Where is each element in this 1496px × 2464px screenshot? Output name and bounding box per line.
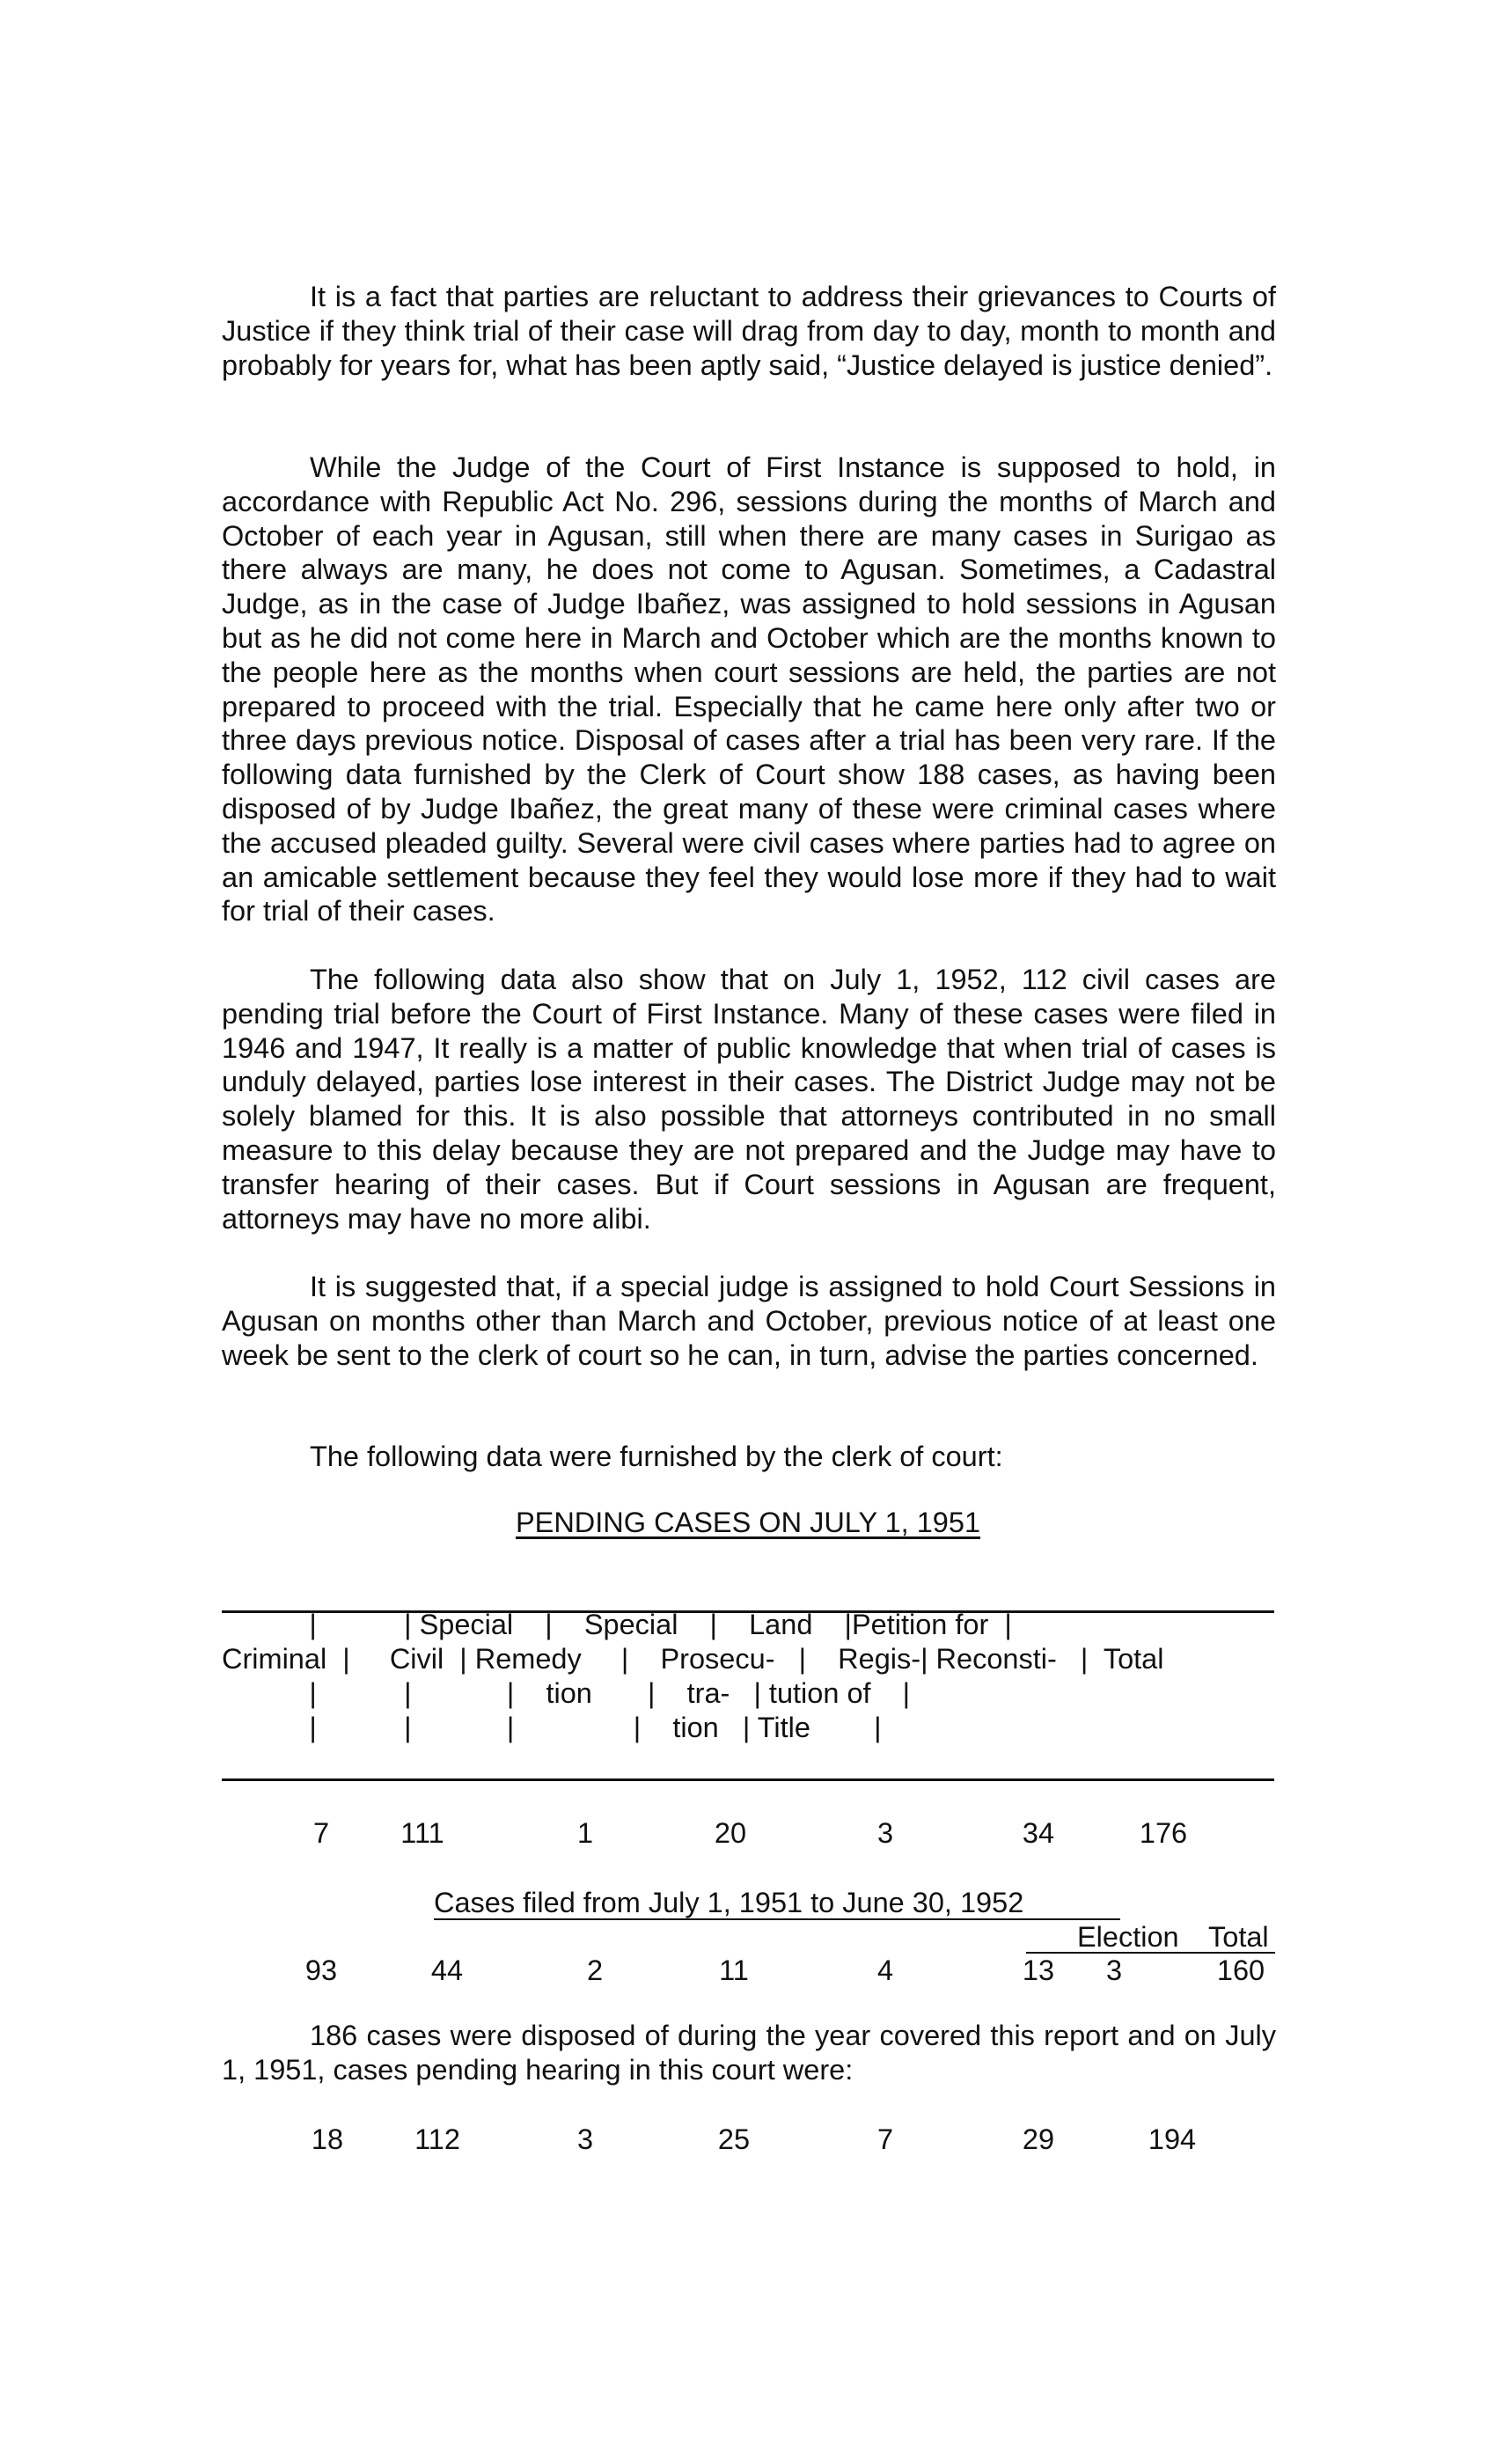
table-header-line: Criminal | Civil | Remedy | Prosecu- | Regis-| Reconsti- | Total (222, 1643, 1164, 1675)
cell-reconstitution: 13 (1022, 1954, 1055, 1986)
paragraph-court-sessions: While the Judge of the Court of First Instance is supposed to hold, in accordance with Republic Act No. 296, sessions during the months of March and October of each year in Agusan, still when there are many cases in Surigao as there always are many, he does not come to Agusan. Sometimes, a Cadastral Judge, as in the case of Judge Ibañez, was assigned to hold sessions in Agusan but as he did not come here in March and October which are the months known to the people here as the months when court sessions are held, the parties are not prepared to proceed with the trial. Especially that he came here only after two or three days previous notice. Disposal of cases after a trial has been very rare. If the following data furnished by the Clerk of Court show 188 cases, as having been disposed of by Judge Ibañez, the great many of these were criminal cases where the accused pleaded guilty. Several were civil cases where parties had to agree on an amicable settlement because they feel they would lose more if they had to wait for trial of their cases. (222, 451, 1276, 928)
cell-total: 194 (1148, 2123, 1197, 2155)
filed-caption: Cases filed from July 1, 1951 to June 30, 1952 (434, 1887, 1120, 1920)
cell-land-registration: 3 (876, 1817, 894, 1849)
total-subheader: Total (1208, 1921, 1269, 1953)
cell-special-prosecution: 11 (719, 1954, 749, 1986)
cell-land-registration: 7 (876, 2123, 894, 2155)
cell-criminal: 7 (312, 1817, 330, 1849)
cell-reconstitution: 34 (1022, 1817, 1055, 1849)
cell-civil: 111 (400, 1817, 444, 1849)
table-header-line: | | | | tion | Title | (222, 1712, 882, 1743)
table-header-line: | | Special | Special | Land |Petition for | (222, 1609, 1012, 1640)
paragraph-justice-delayed: It is a fact that parties are reluctant to address their grievances to Courts of Justice if they think trial of their case will drag from day to day, month to month and probably for years for, what has been aptly said, “Justice delayed is justice denied”. (222, 281, 1276, 381)
cell-civil: 44 (430, 1954, 464, 1986)
cell-criminal: 93 (304, 1954, 338, 1986)
paragraph-disposed-cases: 186 cases were disposed of during the year covered this report and on July 1, 1951, cases pending hearing in this court were: (222, 2020, 1276, 2086)
paragraph-suggestion: It is suggested that, if a special judge is assigned to hold Court Sessions in Agusan on months other than March and October, previous notice of at least one week be sent to the clerk of court so he can, in turn, advise the parties concerned. (222, 1271, 1276, 1371)
election-subheader: Election (1077, 1921, 1179, 1953)
cell-special-prosecution: 20 (714, 1817, 747, 1849)
cell-land-registration: 4 (876, 1954, 894, 1986)
cell-special-remedy: 1 (576, 1817, 594, 1849)
cell-total: 160 (1216, 1954, 1265, 1986)
table-title: PENDING CASES ON JULY 1, 1951 (515, 1507, 981, 1538)
cell-criminal: 18 (311, 2123, 344, 2155)
cell-special-remedy: 3 (576, 2123, 594, 2155)
table-header-bottom-rule (222, 1778, 1274, 1781)
cell-special-remedy: 2 (586, 1954, 604, 1986)
cell-total: 176 (1139, 1817, 1188, 1849)
cell-civil: 112 (414, 2123, 460, 2155)
cell-special-prosecution: 25 (717, 2123, 751, 2155)
paragraph-pending-civil-cases: The following data also show that on July 1, 1952, 112 civil cases are pending trial before the Court of First Instance. Many of these cases were filed in 1946 and 1947, It really is a matter of public knowledge that when trial of cases is unduly delayed, parties lose interest in their cases. The District Judge may not be solely blamed for this. It is also possible that attorneys contributed in no small measure to this delay because they are not prepared and the Judge may have to transfer hearing of their cases. But if Court sessions in Agusan are frequent, attorneys may have no more alibi. (222, 964, 1276, 1235)
cell-reconstitution: 29 (1022, 2123, 1055, 2155)
cell-election: 3 (1105, 1954, 1123, 1986)
table-header-line: | | | tion | tra- | tution of | (222, 1677, 911, 1709)
paragraph-data-intro: The following data were furnished by the clerk of court: (310, 1441, 1003, 1472)
